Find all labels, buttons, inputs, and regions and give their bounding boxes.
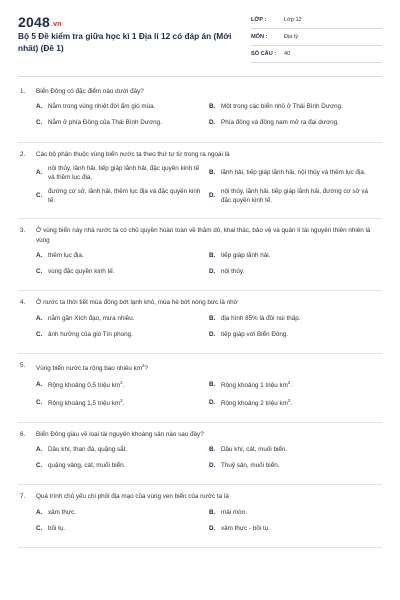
option-letter: A. [36, 314, 43, 322]
option-text-wrapper [221, 525, 374, 534]
option-text-wrapper [221, 252, 374, 261]
option-letter: A. [36, 252, 43, 260]
option-superscript: 2 [287, 380, 291, 386]
answer-option[interactable] [36, 397, 209, 409]
question-header [18, 226, 382, 245]
answer-option[interactable] [36, 330, 209, 340]
option-text-wrapper [221, 446, 374, 455]
page-header [0, 0, 400, 72]
answer-option[interactable] [209, 119, 382, 129]
option-text: tiếp giáp với Biển Đông. [221, 330, 289, 338]
option-text: bồi tụ. [48, 524, 66, 532]
option-text: quặng vàng, cát, muối biển. [48, 462, 126, 470]
option-letter: C. [36, 330, 43, 338]
option-letter: A. [36, 508, 43, 516]
meta-label: MÔN : [251, 34, 268, 40]
option-text: mài mòn. [221, 508, 247, 516]
answer-option[interactable] [36, 445, 209, 455]
question-text: Các bộ phận thuộc vùng biển nước ta theo thứ tự từ trong ra ngoài là [36, 150, 230, 158]
option-text-wrapper [48, 446, 201, 455]
option-text-wrapper [48, 103, 201, 112]
answer-option[interactable] [209, 330, 382, 340]
option-text: nội thủy, lãnh hải, tiếp giáp lãnh hải, đặc quyền kinh tế và thềm lục địa. [48, 165, 200, 181]
question-item [18, 219, 382, 291]
option-letter: B. [209, 103, 216, 111]
option-text: Rộng khoảng 1 triệu km [221, 382, 288, 390]
answer-option[interactable] [209, 188, 382, 205]
question-text-end: ? [144, 364, 149, 372]
answer-option[interactable] [36, 267, 209, 277]
option-text-end: . [122, 400, 125, 408]
answer-option[interactable] [36, 314, 209, 324]
meta-value: 40 [284, 51, 291, 57]
question-header [18, 150, 382, 160]
option-superscript: 2 [120, 380, 123, 386]
option-text-wrapper [48, 331, 201, 340]
option-text: xâm thực - bồi tụ. [221, 524, 271, 532]
option-text: Phía đông và đông nam mở ra đại dương. [221, 119, 339, 127]
question-number: 6. [20, 430, 26, 438]
option-text-wrapper [221, 397, 374, 409]
option-letter: A. [36, 381, 43, 389]
option-letter: B. [209, 381, 216, 389]
answer-option[interactable] [209, 314, 382, 324]
option-text: ảnh hưởng của gió Tín phong. [48, 330, 133, 338]
option-text-wrapper [221, 462, 374, 471]
question-item [18, 354, 382, 423]
answer-option[interactable] [36, 119, 209, 129]
option-letter: C. [36, 192, 43, 200]
question-number: 3. [20, 227, 26, 235]
answer-option[interactable] [36, 461, 209, 471]
option-text-wrapper [221, 268, 374, 277]
meta-row [251, 31, 382, 46]
question-text: Vùng biển nước ta rộng bao nhiêu km [36, 364, 143, 372]
option-text: Nằm trong vùng nhiệt đới ẩm gió mùa. [48, 103, 156, 111]
question-text: Ở vùng biển này nhà nước ta có chủ quyền hoàn toàn về thăm dò, khai thác, bảo vệ và quản lí tài nguyên thiên nhiên là vùng [36, 227, 371, 244]
option-letter: B. [209, 314, 216, 322]
question-text: Biển Đông giàu về loại tài nguyên khoáng sản nào sau đây? [36, 430, 204, 438]
answer-option[interactable] [209, 397, 382, 409]
option-letter: B. [209, 252, 216, 260]
meta-row [251, 48, 382, 63]
answer-option[interactable] [36, 188, 209, 205]
option-text-wrapper [48, 509, 201, 518]
option-text: địa hình 85% là đồi núi thấp. [221, 314, 301, 322]
option-text-wrapper [221, 331, 374, 340]
question-item [18, 485, 382, 548]
option-superscript: 2 [120, 398, 123, 404]
answer-option[interactable] [209, 379, 382, 391]
question-text: Biển Đông có đặc điểm nào dưới đây? [36, 88, 144, 95]
answer-option[interactable] [209, 461, 382, 471]
option-text: xâm thực. [48, 508, 77, 516]
option-text-wrapper [221, 188, 374, 205]
header-divider [18, 76, 382, 77]
option-text: Dầu khí, cát, muối biển. [221, 446, 288, 454]
option-letter: C. [36, 119, 43, 127]
option-text: nội thủy. [221, 268, 245, 276]
answer-option[interactable] [209, 267, 382, 277]
answer-options [18, 103, 382, 135]
answer-option[interactable] [36, 251, 209, 261]
meta-value: Lớp 12 [284, 17, 302, 23]
option-letter: C. [36, 268, 43, 276]
question-text-superscript: 2 [142, 362, 145, 368]
option-letter: D. [209, 462, 216, 470]
question-number: 7. [20, 493, 26, 501]
option-text-wrapper [48, 268, 201, 277]
option-text: vùng đặc quyền kinh tế. [48, 268, 115, 276]
option-text: Rộng khoảng 0,5 triệu km [48, 382, 121, 390]
option-letter: B. [209, 508, 216, 516]
answer-option[interactable] [36, 508, 209, 518]
option-text-end: . [290, 382, 293, 390]
question-item [18, 423, 382, 486]
option-letter: D. [209, 119, 216, 127]
option-text-wrapper [48, 119, 201, 128]
option-text-wrapper [221, 509, 374, 518]
option-text: tiếp giáp lãnh hải. [221, 252, 271, 260]
option-text: lãnh hải, tiếp giáp lãnh hải, nội thủy và thềm lục địa. [221, 169, 366, 177]
option-letter: A. [36, 103, 43, 111]
question-item [18, 80, 382, 143]
option-text: Dầu khí, than đá, quặng sắt. [48, 446, 128, 454]
option-letter: D. [209, 398, 216, 406]
answer-option[interactable] [36, 379, 209, 391]
meta-label: LỚP : [251, 17, 267, 23]
option-letter: D. [209, 330, 216, 338]
logo-main: 2048 [18, 14, 50, 30]
option-text-wrapper [48, 188, 201, 205]
question-header [18, 361, 382, 374]
option-text-wrapper [48, 462, 201, 471]
option-text-wrapper [48, 525, 201, 534]
option-text: nằm gần Xích đạo, mưa nhiều. [48, 314, 135, 322]
answer-options [18, 165, 382, 211]
option-letter: C. [36, 462, 43, 470]
question-header [18, 492, 382, 502]
answer-option[interactable] [209, 251, 382, 261]
answer-option[interactable] [209, 165, 382, 182]
option-letter: A. [36, 169, 43, 177]
option-text: Nằm ở phía Đông của Thái Bình Dương. [48, 119, 162, 127]
question-header [18, 298, 382, 308]
answer-option[interactable] [36, 165, 209, 182]
answer-options [18, 445, 382, 477]
option-text: Một trong các biển nhỏ ở Thái Bình Dương. [221, 103, 343, 111]
answer-option[interactable] [209, 445, 382, 455]
option-text: thềm lục địa. [48, 252, 84, 260]
meta-value: Địa lý [284, 34, 298, 40]
question-number: 2. [20, 150, 26, 158]
option-text-wrapper [48, 165, 201, 182]
answer-option[interactable] [209, 103, 382, 113]
option-text-wrapper [221, 169, 374, 178]
option-text-wrapper [48, 252, 201, 261]
answer-options [18, 508, 382, 540]
option-letter: D. [209, 192, 216, 200]
option-letter: B. [209, 446, 216, 454]
meta-label: SỐ CÂU : [251, 51, 277, 57]
option-text-end: . [122, 382, 125, 390]
question-list [0, 80, 400, 548]
answer-options [18, 251, 382, 283]
option-letter: A. [36, 446, 43, 454]
question-item [18, 143, 382, 220]
question-number: 4. [20, 299, 26, 307]
option-letter: C. [36, 524, 43, 532]
logo-suffix: .vn [50, 21, 62, 28]
option-text-wrapper [221, 103, 374, 112]
question-number: 1. [20, 88, 26, 95]
question-item [18, 291, 382, 354]
meta-row [251, 14, 382, 29]
option-letter: B. [209, 169, 216, 177]
option-letter: C. [36, 398, 43, 406]
option-text-wrapper [221, 119, 374, 128]
option-text: đường cơ sở, lãnh hải, thềm lục địa và đặc quyền kinh tế. [48, 188, 201, 204]
option-text-wrapper [221, 379, 374, 391]
answer-option[interactable] [209, 508, 382, 518]
option-text-wrapper [221, 315, 374, 324]
answer-options [18, 379, 382, 414]
answer-option[interactable] [36, 103, 209, 113]
option-text-wrapper [48, 315, 201, 324]
answer-options [18, 314, 382, 346]
option-text-wrapper [48, 379, 201, 391]
answer-option[interactable] [36, 524, 209, 534]
option-text-wrapper [48, 397, 201, 409]
question-header [18, 87, 382, 97]
option-text: nội thủy, lãnh hải, tiếp giáp lãnh hải, đường cơ sở và đặc quyền kinh tế. [221, 188, 369, 204]
question-text: Quá trình chủ yếu chi phối địa mạo của vùng ven biển của nước ta là [36, 493, 229, 501]
option-text: Rộng khoảng 1,5 triệu km [48, 400, 121, 408]
answer-option[interactable] [209, 524, 382, 534]
exam-meta [251, 14, 382, 65]
option-text: Thuỷ sản, muối biển. [221, 462, 280, 470]
site-logo[interactable] [18, 14, 62, 30]
option-letter: D. [209, 268, 216, 276]
option-superscript: 2 [287, 398, 291, 404]
question-number: 5. [20, 361, 26, 369]
question-header [18, 430, 382, 440]
option-letter: D. [209, 524, 216, 532]
option-text: Rộng khoảng 2 triệu km [221, 400, 288, 408]
document-title: Bộ 5 Đề kiểm tra giữa học kì 1 Địa lí 12 có đáp án (Mới nhất) (Đề 1) [18, 31, 232, 53]
question-text: Ở nước ta thời tiết mùa đông bớt lạnh khô, mùa hè bớt nóng bức là nhờ [36, 299, 238, 307]
option-text-end: . [290, 400, 293, 408]
